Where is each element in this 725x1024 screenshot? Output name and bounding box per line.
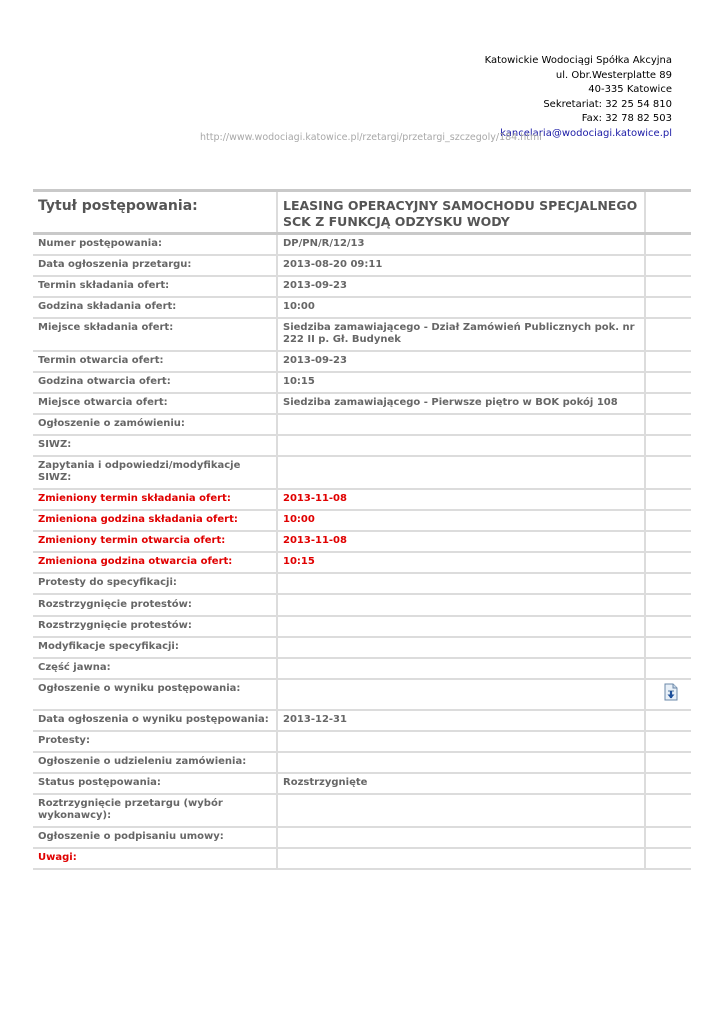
row-extra-cell (645, 234, 691, 256)
row-label: Rozstrzygnięcie protestów: (33, 594, 277, 616)
row-extra-cell (645, 616, 691, 637)
row-extra-cell (645, 594, 691, 616)
table-row (33, 435, 691, 456)
row-value: 2013-09-23 (277, 351, 645, 372)
row-label: Zmieniona godzina składania ofert: (33, 510, 277, 531)
title-label: Tytuł postępowania: (33, 191, 277, 234)
row-label: Termin otwarcia ofert: (33, 351, 277, 372)
row-label: Data ogłoszenia przetargu: (33, 255, 277, 276)
row-extra-cell (645, 773, 691, 794)
row-value: 2013-11-08 (277, 531, 645, 552)
table-row (33, 616, 691, 637)
row-extra-cell (645, 318, 691, 351)
row-extra-cell (645, 414, 691, 435)
table-row (33, 710, 691, 731)
row-extra-cell (645, 456, 691, 489)
row-label: Status postępowania: (33, 773, 277, 794)
table-row (33, 679, 691, 710)
table-row (33, 456, 691, 489)
table-row (33, 372, 691, 393)
row-value: Siedziba zamawiającego - Dział Zamówień Publicznych pok. nr 222 II p. Gł. Budynek (277, 318, 645, 351)
table-row (33, 794, 691, 827)
row-value (277, 752, 645, 773)
row-value (277, 435, 645, 456)
row-label: Ogłoszenie o podpisaniu umowy: (33, 827, 277, 848)
row-value: Rozstrzygnięte (277, 773, 645, 794)
company-phone: Sekretariat: 32 25 54 810 (543, 98, 672, 110)
row-label: Część jawna: (33, 658, 277, 679)
row-label: Roztrzygnięcie przetargu (wybór wykonawcy): (33, 794, 277, 827)
table-row-changed (33, 510, 691, 531)
table-row (33, 318, 691, 351)
row-value: 10:00 (277, 297, 645, 318)
table-row (33, 234, 691, 256)
page-url: http://www.wodociagi.katowice.pl/rzetargi/przetargi_szczegoly/184.html (200, 132, 542, 143)
table-row (33, 594, 691, 616)
row-value (277, 616, 645, 637)
row-value: 2013-09-23 (277, 276, 645, 297)
table-row-changed (33, 552, 691, 573)
row-value: 10:15 (277, 552, 645, 573)
row-value (277, 456, 645, 489)
row-label: Zapytania i odpowiedzi/modyfikacje SIWZ: (33, 456, 277, 489)
row-extra-cell (645, 276, 691, 297)
row-label: SIWZ: (33, 435, 277, 456)
row-label: Ogłoszenie o zamówieniu: (33, 414, 277, 435)
row-value: 2013-11-08 (277, 489, 645, 510)
table-row (33, 573, 691, 594)
row-extra-cell (645, 848, 691, 869)
row-extra-cell (645, 573, 691, 594)
row-label: Miejsce otwarcia ofert: (33, 393, 277, 414)
company-street: ul. Obr.Westerplatte 89 (555, 69, 672, 81)
row-extra-cell (645, 731, 691, 752)
row-label: Uwagi: (33, 848, 277, 869)
row-value: DP/PN/R/12/13 (277, 234, 645, 256)
row-extra-cell (645, 531, 691, 552)
row-extra-cell (645, 710, 691, 731)
row-label: Zmieniona godzina otwarcia ofert: (33, 552, 277, 573)
row-value (277, 827, 645, 848)
row-label: Rozstrzygnięcie protestów: (33, 616, 277, 637)
table-row (33, 827, 691, 848)
row-label: Godzina składania ofert: (33, 297, 277, 318)
row-extra-cell (645, 372, 691, 393)
row-value (277, 414, 645, 435)
row-extra-cell (645, 552, 691, 573)
row-value: 2013-12-31 (277, 710, 645, 731)
row-value: 2013-08-20 09:11 (277, 255, 645, 276)
row-label: Numer postępowania: (33, 234, 277, 256)
row-value (277, 637, 645, 658)
email-link[interactable]: kancelaria@wodociagi.katowice.pl (500, 127, 672, 139)
table-row (33, 731, 691, 752)
download-document-icon[interactable] (663, 683, 677, 699)
row-value (277, 848, 645, 869)
table-row (33, 393, 691, 414)
table-row (33, 414, 691, 435)
table-row (33, 752, 691, 773)
row-label: Ogłoszenie o udzieleniu zamówienia: (33, 752, 277, 773)
table-row (33, 773, 691, 794)
company-fax: Fax: 32 78 82 503 (581, 113, 672, 124)
row-extra-cell (645, 752, 691, 773)
table-row (33, 276, 691, 297)
row-label: Miejsce składania ofert: (33, 318, 277, 351)
row-label: Protesty do specyfikacji: (33, 573, 277, 594)
row-value: Siedziba zamawiającego - Pierwsze piętro w BOK pokój 108 (277, 393, 645, 414)
row-extra-cell (645, 510, 691, 531)
row-extra-cell (645, 658, 691, 679)
table-row-changed (33, 489, 691, 510)
row-value (277, 594, 645, 616)
row-label: Ogłoszenie o wyniku postępowania: (33, 679, 277, 710)
company-name: Katowickie Wodociągi Spółka Akcyjna (484, 55, 672, 66)
row-value (277, 658, 645, 679)
row-extra-cell (645, 794, 691, 827)
row-extra-cell (645, 351, 691, 372)
table-row-remarks (33, 848, 691, 869)
row-label: Termin składania ofert: (33, 276, 277, 297)
title-extra-cell (645, 191, 691, 234)
row-icon-cell (645, 679, 691, 710)
row-extra-cell (645, 637, 691, 658)
row-value (277, 573, 645, 594)
row-extra-cell (645, 297, 691, 318)
row-label: Zmieniony termin składania ofert: (33, 489, 277, 510)
table-row (33, 658, 691, 679)
row-label: Godzina otwarcia ofert: (33, 372, 277, 393)
table-row (33, 297, 691, 318)
row-extra-cell (645, 255, 691, 276)
tender-details-table (33, 189, 691, 870)
row-extra-cell (645, 393, 691, 414)
row-label: Protesty: (33, 731, 277, 752)
row-value (277, 731, 645, 752)
row-label: Modyfikacje specyfikacji: (33, 637, 277, 658)
row-label: Data ogłoszenia o wyniku postępowania: (33, 710, 277, 731)
table-row (33, 637, 691, 658)
row-extra-cell (645, 489, 691, 510)
company-city: 40-335 Katowice (588, 84, 672, 95)
table-row-changed (33, 531, 691, 552)
table-row (33, 351, 691, 372)
row-value (277, 794, 645, 827)
row-value: 10:00 (277, 510, 645, 531)
table-row (33, 255, 691, 276)
title-row (33, 191, 691, 234)
row-label: Zmieniony termin otwarcia ofert: (33, 531, 277, 552)
row-extra-cell (645, 435, 691, 456)
row-value (277, 679, 645, 710)
company-header (485, 54, 672, 141)
title-value: LEASING OPERACYJNY SAMOCHODU SPECJALNEGO SCK Z FUNKCJĄ ODZYSKU WODY (277, 191, 645, 234)
row-extra-cell (645, 827, 691, 848)
row-value: 10:15 (277, 372, 645, 393)
